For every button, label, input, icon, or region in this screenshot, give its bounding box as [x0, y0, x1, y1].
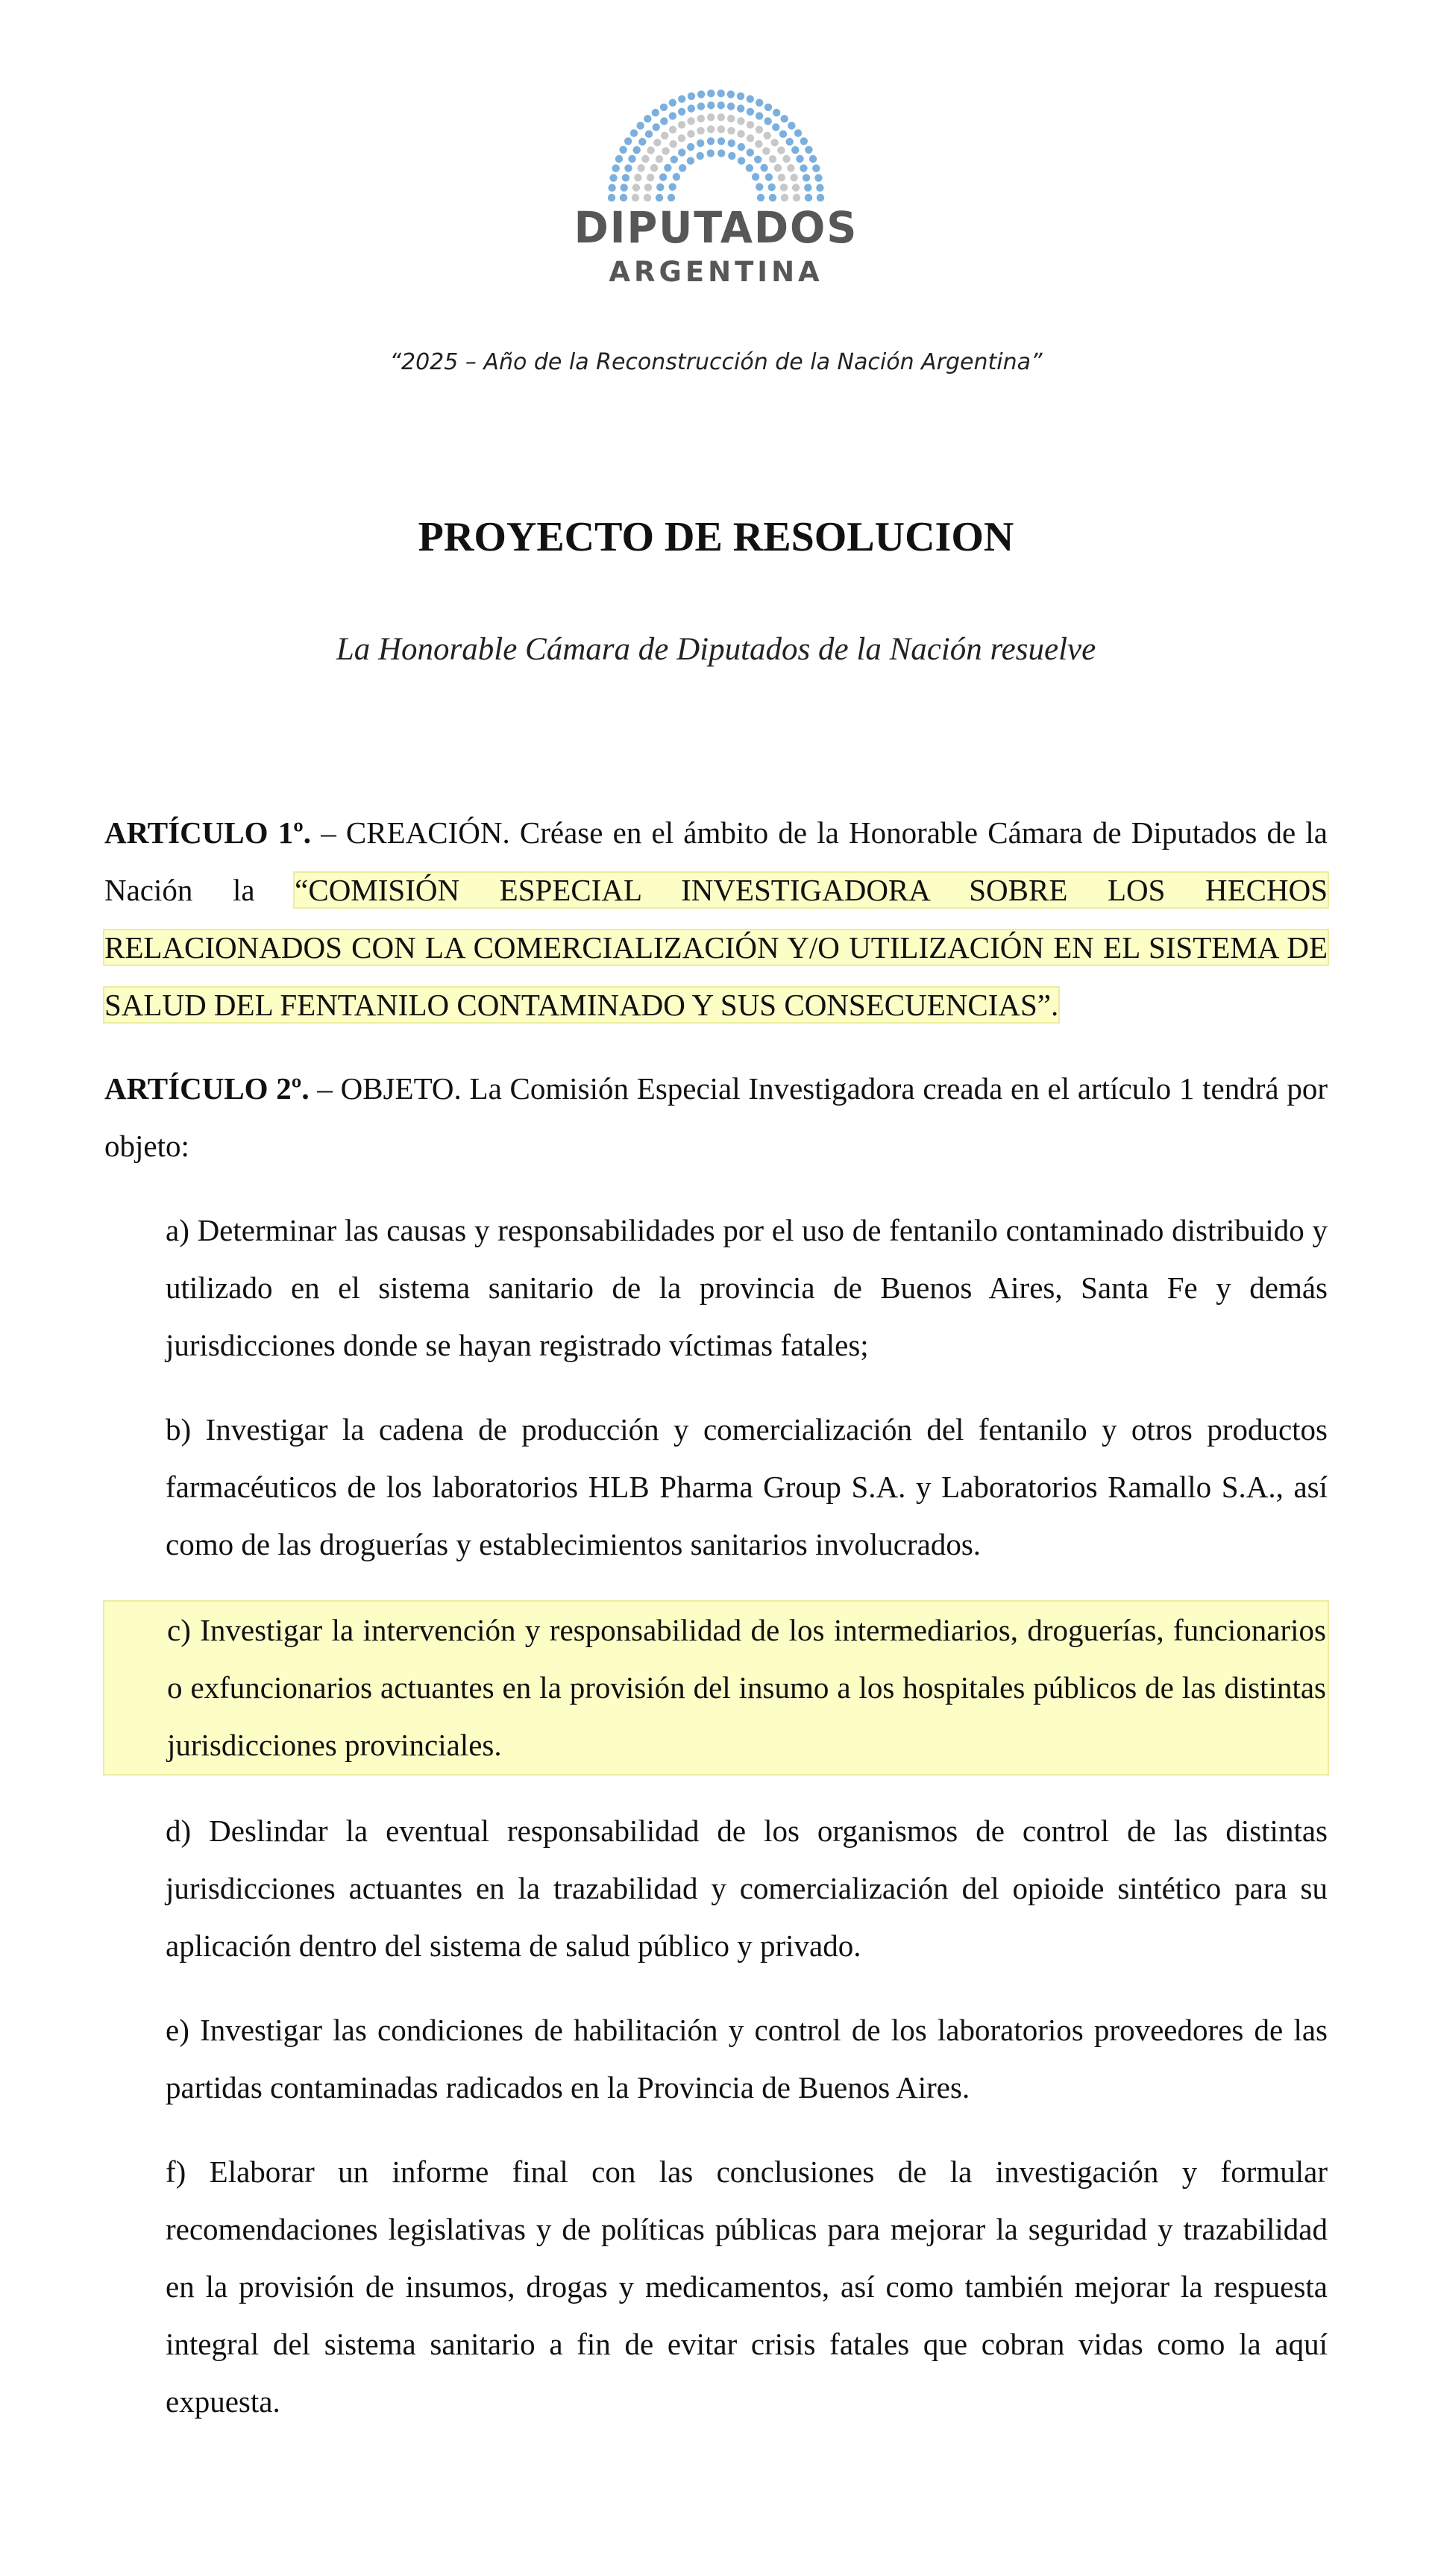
document-body	[104, 804, 1328, 2457]
seat-dot	[754, 156, 761, 163]
seat-dot	[717, 90, 725, 97]
seat-dot	[773, 109, 780, 116]
seat-dot	[669, 112, 676, 119]
article-2-text: – OBJETO. La Comisión Especial Investigadora creada en el artículo 1 tendrá por objeto:	[104, 1071, 1328, 1163]
seat-dot	[678, 148, 685, 156]
seat-dot	[612, 164, 620, 172]
seat-dot	[809, 155, 817, 163]
hemicycle-seats-icon	[604, 82, 828, 201]
seat-dot	[637, 122, 644, 129]
seat-dot	[781, 194, 788, 201]
seat-dot	[678, 108, 685, 116]
resolution-preamble: La Honorable Cámara de Diputados de la Nación resuelve	[336, 632, 1096, 667]
seat-dot	[656, 184, 664, 191]
seat-dot	[707, 101, 715, 109]
seat-dot	[787, 164, 794, 172]
seat-dot	[738, 157, 745, 164]
seat-dot	[747, 134, 754, 142]
seat-dot	[717, 113, 725, 121]
seat-dot	[644, 115, 651, 122]
seat-dot	[678, 134, 685, 142]
seat-dot	[632, 184, 640, 191]
seat-dot	[803, 174, 810, 181]
seat-dot	[660, 104, 668, 111]
seat-dot	[786, 138, 794, 145]
seat-dot	[659, 173, 667, 181]
seat-dot	[765, 173, 773, 181]
seat-dot	[782, 155, 790, 163]
list-item-a: a) Determinar las causas y responsabilidades por el uso de fentanilo contaminado distribuido y utilizado en el sistema sanitario de la provincia de Buenos Aires, Santa Fe y demás jurisdicciones donde se hayan registrado víctimas fatales;	[166, 1213, 1328, 1362]
seat-dot	[647, 146, 654, 154]
seat-dot	[772, 123, 779, 131]
seat-dot	[717, 125, 725, 133]
seat-dot	[768, 184, 776, 191]
seat-dot	[791, 146, 799, 154]
seat-dot	[805, 146, 812, 154]
seat-dot	[760, 164, 767, 172]
seat-dot	[707, 125, 715, 133]
seat-dot	[641, 155, 649, 163]
seat-dot	[764, 117, 771, 125]
seat-dot	[620, 194, 627, 201]
seat-dot	[738, 143, 745, 151]
seat-dot	[727, 90, 735, 98]
seat-dot	[628, 155, 635, 163]
seat-dot	[707, 137, 715, 145]
seat-dot	[764, 132, 771, 140]
seat-dot	[755, 140, 762, 148]
seat-dot	[630, 129, 638, 137]
seat-dot	[762, 147, 770, 154]
seat-dot	[790, 174, 797, 181]
seat-dot	[796, 155, 803, 163]
article-2	[104, 1060, 1328, 1175]
seat-dot	[645, 131, 653, 138]
seat-dot	[632, 194, 639, 201]
seat-dot	[814, 174, 822, 181]
seat-dot	[781, 115, 788, 122]
seat-dot	[757, 194, 764, 201]
seat-dot	[688, 93, 695, 100]
list-item-f: f) Elaborar un informe final con las conclusiones de la investigación y formular recomendaciones legislativas y de políticas públicas para mejorar la seguridad y trazabilidad en la provisión de insumos, drogas y medicamentos, así como también mejorar la respuesta integral del sistema sanitario a fin de evitar crisis fatales que cobran vidas como la aquí expuesta.	[166, 2154, 1328, 2419]
seat-dot	[634, 174, 641, 181]
seat-dot	[777, 146, 785, 154]
seat-dot	[624, 164, 632, 172]
seat-dot	[728, 152, 735, 160]
seat-dot	[669, 183, 676, 190]
seat-dot	[624, 137, 632, 145]
seat-dot	[656, 194, 663, 201]
seat-dot	[608, 194, 615, 201]
seat-dot	[717, 101, 725, 109]
seat-dot	[638, 138, 646, 145]
seat-dot	[650, 164, 658, 172]
seat-dot	[793, 194, 800, 201]
seat-dot	[679, 164, 686, 172]
seat-dot	[771, 139, 779, 146]
seat-dot	[688, 104, 695, 112]
seat-dot	[653, 123, 660, 131]
seat-dot	[779, 131, 787, 138]
seat-dot	[805, 194, 812, 201]
seat-dot	[756, 183, 763, 190]
seat-dot	[673, 173, 680, 181]
seat-dot	[752, 173, 759, 181]
seat-dot	[737, 130, 744, 137]
seat-dot	[664, 164, 671, 172]
seat-dot	[816, 184, 823, 192]
seat-dot	[697, 102, 705, 110]
article-1	[104, 804, 1328, 1034]
seat-dot	[727, 102, 735, 110]
seat-dot	[707, 90, 715, 97]
seat-dot	[653, 139, 661, 146]
seat-dot	[697, 115, 705, 122]
seat-dot	[812, 164, 820, 172]
list-item-b: b) Investigar la cadena de producción y comercialización del fentanilo y otros productos farmacéuticos de los laboratorios HLB Pharma Group S.A. y Laboratorios Ramallo S.A., así como de las droguerías y establecimientos sanitarios involucrados.	[166, 1412, 1328, 1561]
article-1-text: – CREACIÓN. Créase en el ámbito de la Honorable Cámara de Diputados de la Nación la	[104, 815, 1328, 907]
seat-dot	[737, 104, 744, 112]
seat-dot	[660, 117, 668, 125]
seat-dot	[678, 121, 685, 128]
seat-dot	[727, 127, 735, 134]
seat-dot	[737, 117, 744, 125]
seat-dot	[804, 184, 811, 191]
seat-dot	[747, 108, 754, 116]
seat-dot	[764, 104, 772, 111]
list-item-e: e) Investigar las condiciones de habilitación y control de los laboratorios proveedores de las partidas contaminadas radicados en la Provincia de Buenos Aires.	[166, 2013, 1328, 2105]
seat-dot	[800, 137, 808, 145]
seat-dot	[780, 184, 788, 191]
article-1-label: ARTÍCULO 1º.	[104, 815, 312, 850]
seat-dot	[697, 127, 704, 134]
seat-dot	[707, 113, 715, 121]
logo-wordmark: DIPUTADOS	[574, 202, 858, 253]
seat-dot	[747, 121, 754, 128]
seat-dot	[671, 156, 678, 163]
seat-dot	[707, 149, 715, 157]
page-title: PROYECTO DE RESOLUCION	[418, 514, 1014, 560]
list-item-c-highlighted: c) Investigar la intervención y responsabilidad de los intermediarios, droguerías, funcionarios o exfuncionarios actuantes en la provisión del insumo a los hospitales públicos de las distintas jurisdicciones provinciales.	[103, 1600, 1329, 1776]
seat-dot	[656, 155, 663, 163]
seat-dot	[608, 184, 615, 192]
seat-dot	[637, 164, 644, 172]
seat-dot	[717, 137, 725, 145]
seat-dot	[737, 93, 744, 100]
seat-dot	[727, 115, 735, 122]
seat-dot	[800, 164, 807, 172]
seat-dot	[622, 174, 629, 181]
seat-dot	[669, 99, 676, 107]
seat-dot	[792, 184, 800, 191]
seat-dot	[756, 126, 763, 134]
seat-dot	[756, 99, 763, 107]
seat-dot	[644, 194, 651, 201]
seat-dot	[644, 184, 652, 191]
seat-dot	[697, 90, 705, 98]
seat-dot	[621, 184, 628, 191]
seat-dot	[669, 126, 676, 134]
seat-dot	[794, 129, 802, 137]
seat-dot	[769, 194, 776, 201]
seat-dot	[817, 194, 824, 201]
seat-dot	[687, 157, 694, 164]
seat-dot	[746, 164, 753, 172]
seat-dot	[615, 155, 623, 163]
article-2-label: ARTÍCULO 2º.	[104, 1071, 310, 1106]
seat-dot	[662, 147, 669, 154]
seat-dot	[661, 132, 668, 140]
seat-dot	[647, 174, 654, 181]
seat-dot	[717, 149, 725, 157]
seat-dot	[619, 146, 626, 154]
article-1-highlighted-name: “COMISIÓN ESPECIAL INVESTIGADORA SOBRE LOS HECHOS RELACIONADOS CON LA COMERCIALIZACIÓN Y/O UTILIZACIÓN EN EL SISTEMA DE SALUD DEL FENTANILO CONTAMINADO Y SUS CONSECUENCIAS”.	[104, 873, 1328, 1022]
seat-dot	[769, 155, 776, 163]
seat-dot	[728, 140, 735, 147]
seat-dot	[697, 152, 704, 160]
seat-dot	[756, 112, 763, 119]
seat-dot	[678, 95, 685, 103]
seat-dot	[697, 140, 704, 147]
diputados-logo	[567, 82, 865, 286]
seat-dot	[652, 109, 659, 116]
seat-dot	[747, 148, 754, 156]
seat-dot	[668, 194, 675, 201]
logo-subtitle: ARGENTINA	[609, 256, 823, 288]
seat-dot	[687, 130, 694, 137]
seat-dot	[687, 117, 694, 125]
seat-dot	[609, 174, 617, 181]
seat-dot	[687, 143, 694, 151]
list-item-d: d) Deslindar la eventual responsabilidad de los organismos de control de las distintas jurisdicciones actuantes en la trazabilidad y comercialización del opioide sintético para su aplicación dentro del sistema de salud público y privado.	[166, 1814, 1328, 1963]
seat-dot	[778, 174, 785, 181]
seat-dot	[669, 140, 676, 148]
seat-dot	[774, 164, 782, 172]
seat-dot	[633, 146, 641, 154]
seat-dot	[788, 122, 795, 129]
seat-dot	[747, 95, 754, 103]
header-motto: “2025 – Año de la Reconstrucción de la Nación Argentina”	[389, 349, 1043, 375]
